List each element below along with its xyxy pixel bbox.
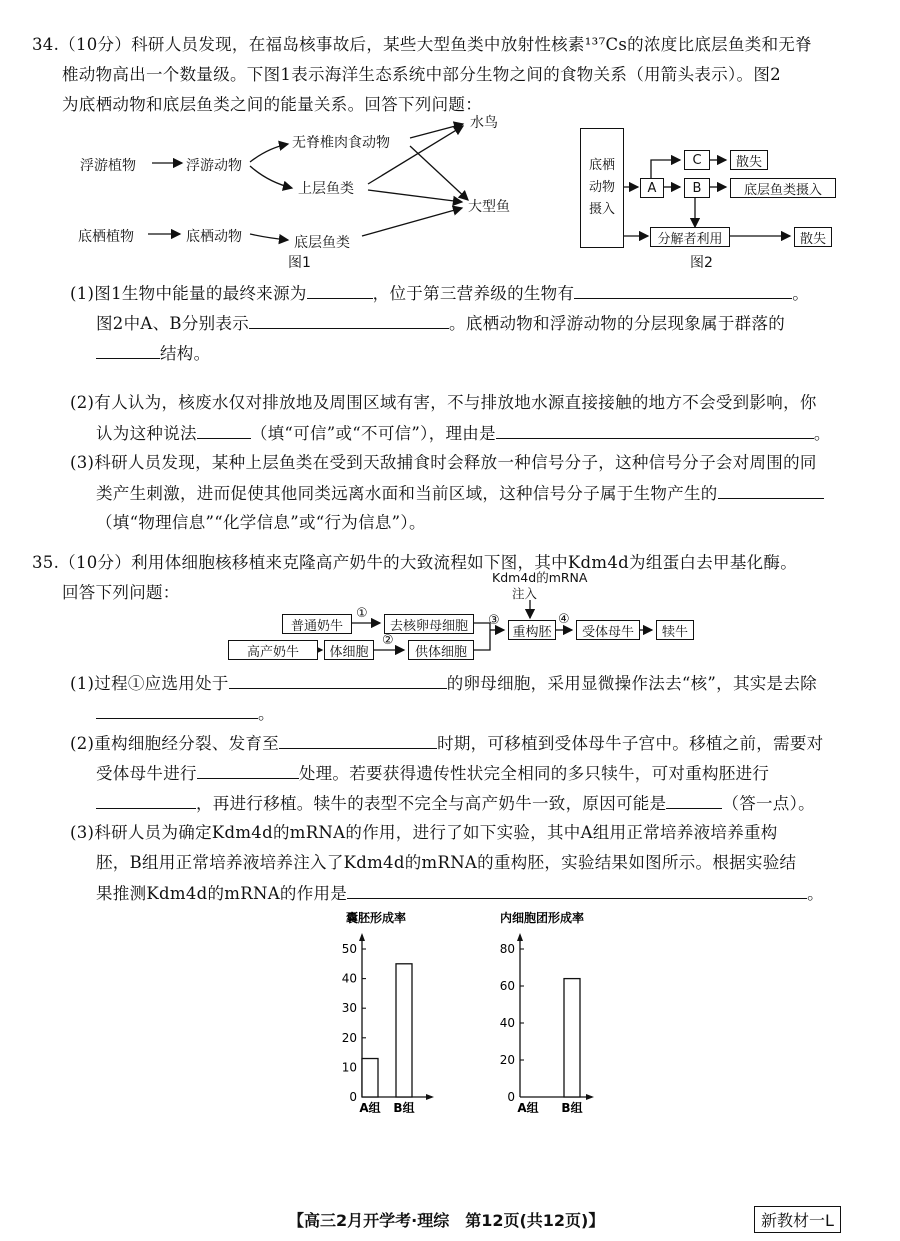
y-tick-label: 20 — [341, 1030, 357, 1045]
q35-p1-text-b: 的卵母细胞，采用显微操作法去“核”，其实是去除 — [446, 674, 817, 693]
y-tick-label: 20 — [499, 1053, 515, 1067]
node-daxingyu: 大型鱼 — [468, 199, 510, 215]
y-axis-arrow — [517, 933, 523, 941]
x-category-label: B组 — [561, 1101, 583, 1115]
label-zhuru: 注入 — [512, 586, 538, 601]
node-wujizhui: 无脊椎肉食动物 — [292, 135, 390, 151]
step-3: ③ — [488, 613, 500, 628]
box-C: C — [684, 150, 710, 170]
box-chonggou-pei: 重构胚 — [508, 620, 556, 640]
q35-p2-text-b: 时期，可移植到受体母牛子宫中。移植之前，需要对 — [437, 734, 824, 753]
q35-p2-text-c: 受体母牛进行 — [96, 764, 197, 783]
node-fuyou-dongwu: 浮游动物 — [186, 158, 242, 174]
y-tick-label: 80 — [499, 942, 515, 956]
q35-p2-text-f: （答一点）。 — [722, 794, 815, 813]
bar — [396, 964, 412, 1097]
box-shouti-muniu: 受体母牛 — [576, 620, 640, 640]
q34-p2-text-c: （填“可信”或“不可信”），理由是 — [250, 424, 496, 443]
box-diqi-sheru: 底栖动物摄入 — [580, 128, 624, 248]
box-tixibao: 体细胞 — [324, 640, 374, 660]
q34-p2-line-1: (2)有人认为，核废水仅对排放地及周围区域有害，不与排放地水源直接接触的地方不会受到影响，你 — [70, 393, 817, 412]
step-2: ② — [382, 633, 394, 648]
q34-p3-line-3: （填“物理信息”“化学信息”或“行为信息”）。 — [96, 513, 426, 532]
box-quhe-luanmu: 去核卵母细胞 — [384, 614, 474, 634]
box-A: A — [640, 178, 664, 198]
step-4: ④ — [558, 612, 570, 627]
y-tick-label: 50 — [341, 942, 357, 956]
node-fuyou-zhiwu: 浮游植物 — [80, 158, 136, 174]
q35-p1-text-c: 。 — [258, 704, 275, 723]
chart-neixibaotuan-rate — [500, 910, 594, 1115]
y-tick-label: 30 — [341, 1001, 357, 1016]
node-shangceng: 上层鱼类 — [298, 181, 354, 197]
q34-p1-text-b: ，位于第三营养级的生物有 — [372, 284, 575, 303]
node-diqi-zhiwu: 底栖植物 — [78, 229, 134, 245]
chart-nangpei-rate — [342, 910, 434, 1115]
node-diceng: 底层鱼类 — [294, 235, 350, 251]
q35-p1-text-a: (1)过程①应选用处于 — [70, 674, 229, 693]
q35-p2-text-d: 处理。若要获得遗传性状完全相同的多只犊牛，可对重构胚进行 — [298, 764, 770, 783]
q34-line-2: 椎动物高出一个数量级。下图1表示海洋生态系统中部分生物之间的食物关系（用箭头表示）。图2 — [62, 65, 781, 84]
y-tick-label: 40 — [341, 971, 357, 986]
page-footer: 【高三2月开学考·理综 第12页(共12页)】 — [288, 1211, 605, 1230]
q35-line-2: 回答下列问题： — [62, 583, 180, 602]
y-tick-label: 10 — [341, 1060, 357, 1075]
bar — [362, 1059, 378, 1097]
q35-p2-text-e: ，再进行移植。犊牛的表型不完全与高产奶牛一致，原因可能是 — [196, 794, 667, 813]
box-duniu: 犊牛 — [656, 620, 694, 640]
q35-p3-line-2: 胚，B组用正常培养液培养注入了Kdm4d的mRNA的重构胚，实验结果如图所示。根据实验结 — [96, 853, 797, 872]
y-tick-label: 0 — [349, 1090, 357, 1104]
q34-line-1: 34.（10分）科研人员发现，在福岛核事故后，某些大型鱼类中放射性核素¹³⁷Cs的浓度比底层鱼类和无脊 — [32, 35, 812, 54]
chart-title: 囊胚形成率 — [346, 911, 407, 925]
q35-p3-text-c: 果推测Kdm4d的mRNA的作用是 — [96, 884, 348, 903]
figure-2-caption: 图2 — [690, 255, 713, 271]
label-kdm4d-mrna: Kdm4d的mRNA — [492, 570, 588, 585]
y-tick-label: 40 — [499, 1016, 515, 1030]
box-gaochan-nainiu: 高产奶牛 — [228, 640, 318, 660]
box-sanshi-1: 散失 — [730, 150, 768, 170]
step-1: ① — [356, 606, 368, 621]
figure-1-caption: 图1 — [288, 255, 311, 271]
node-diqi-dongwu: 底栖动物 — [186, 229, 242, 245]
node-shuiniao: 水鸟 — [470, 115, 498, 131]
q34-p1-text-d: 图2中A、B分别表示 — [96, 314, 250, 333]
q34-p1-text-c: 。 — [792, 284, 810, 303]
x-category-label: B组 — [393, 1101, 415, 1115]
box-diceng-sheru: 底层鱼类摄入 — [730, 178, 836, 198]
q34-p3-line-1: (3)科研人员发现，某种上层鱼类在受到天敌捕食时会释放一种信号分子，这种信号分子会对周围的同 — [70, 453, 817, 472]
box-putong-nainiu: 普通奶牛 — [282, 614, 352, 634]
box-B: B — [684, 178, 710, 198]
q34-p2-text-d: 。 — [813, 424, 831, 443]
q35-p2-text-a: (2)重构细胞经分裂、发育至 — [70, 734, 280, 753]
q34-p1-text-f: 结构。 — [160, 344, 211, 363]
bar — [564, 979, 580, 1097]
q34-line-3: 为底栖动物和底层鱼类之间的能量关系。回答下列问题： — [62, 95, 482, 114]
q34-p1-text-e: 。底栖动物和浮游动物的分层现象属于群落的 — [449, 314, 786, 333]
x-category-label: A组 — [359, 1101, 381, 1115]
q35-p3-text-d: 。 — [807, 884, 824, 903]
x-category-label: A组 — [517, 1101, 539, 1115]
box-gongti-xibao: 供体细胞 — [408, 640, 474, 660]
chart-title: 内细胞团形成率 — [500, 911, 585, 925]
q34-p2-text-b: 认为这种说法 — [96, 424, 197, 443]
y-tick-label: 0 — [507, 1090, 515, 1104]
q35-p3-line-1: (3)科研人员为确定Kdm4d的mRNA的作用，进行了如下实验，其中A组用正常培养液培养重构 — [70, 823, 778, 842]
y-axis-arrow — [359, 933, 365, 941]
edition-tag: 新教材一L — [754, 1206, 841, 1233]
q34-p1-text-a: (1)图1生物中能量的最终来源为 — [70, 284, 307, 303]
box-sanshi-2: 散失 — [794, 227, 832, 247]
y-tick-label: 60 — [499, 979, 515, 993]
q34-p3-text-b: 类产生刺激，进而促使其他同类远离水面和当前区域，这种信号分子属于生物产生的 — [96, 484, 718, 503]
box-fenjie: 分解者利用 — [650, 227, 730, 247]
q35-line-1: 35.（10分）利用体细胞核移植来克隆高产奶牛的大致流程如下图，其中Kdm4d为组蛋白去甲基化酶。 — [32, 553, 798, 572]
x-axis-arrow — [586, 1094, 594, 1100]
x-axis-arrow — [426, 1094, 434, 1100]
